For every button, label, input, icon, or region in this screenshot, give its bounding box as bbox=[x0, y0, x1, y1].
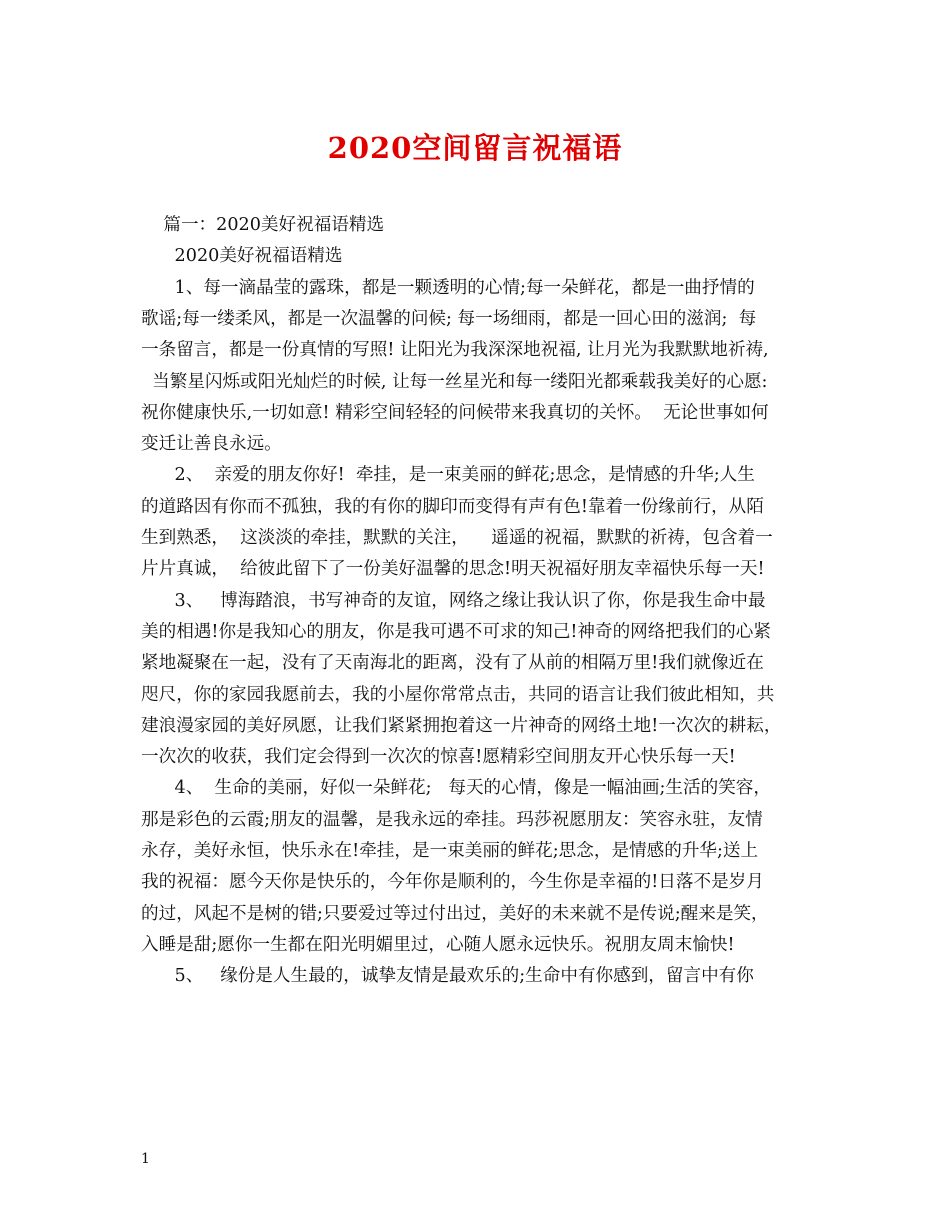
text-line: 建浪漫家园的美好夙愿，让我们紧紧拥抱着这一片神奇的网络土地!一次次的耕耘， bbox=[141, 715, 782, 736]
text-line: 一次次的收获，我们定会得到一次次的惊喜!愿精彩空间朋友开心快乐每一天! bbox=[141, 747, 736, 768]
text-line: 紧地凝聚在一起，没有了天南海北的距离，没有了从前的相隔万里!我们就像近在 bbox=[141, 653, 764, 674]
text-line: 一条留言，都是一份真情的写照! 让阳光为我深深地祝福, 让月光为我默默地祈祷, bbox=[141, 340, 769, 361]
text-line: 美的相遇!你是我知心的朋友，你是我可遇不可求的知己!神奇的网络把我们的心紧 bbox=[141, 621, 771, 642]
text-line: 4、 生命的美丽，好似一朵鲜花; 每天的心情，像是一幅油画;生活的笑容， bbox=[141, 778, 771, 799]
text-line: 咫尺，你的家园我愿前去，我的小屋你常常点击，共同的语言让我们彼此相知，共 bbox=[141, 684, 775, 705]
text-line: 永存，美好永恒，快乐永在!牵挂，是一束美丽的鲜花;思念，是情感的升华;送上 bbox=[141, 841, 759, 861]
text-line: 的过，风起不是树的错;只要爱过等过付出过，美好的未来就不是传说;醒来是笑， bbox=[141, 903, 769, 924]
text-line: 歌谣;每一缕柔风，都是一次温馨的问候; 每一场细雨，都是一回心田的滋润; 每 bbox=[141, 308, 757, 329]
text-line: 1、每一滴晶莹的露珠，都是一颗透明的心情;每一朵鲜花，都是一曲抒情的 bbox=[141, 277, 755, 298]
text-line: 3、 博海踏浪，书写神奇的友谊，网络之缘让我认识了你，你是我生命中最 bbox=[141, 590, 766, 611]
text-line: 片片真诚， 给彼此留下了一份美好温馨的思念!明天祝福好朋友幸福快乐每一天! bbox=[141, 559, 765, 580]
text-line: 2020美好祝福语精选 bbox=[141, 246, 343, 267]
text-line: 那是彩色的云霞;朋友的温馨，是我永远的牵挂。玛莎祝愿朋友：笑容永驻，友情 bbox=[141, 809, 763, 830]
document-title: 2020空间留言祝福语 bbox=[327, 131, 623, 165]
text-line: 2、 亲爱的朋友你好! 牵挂，是一束美丽的鲜花;思念，是情感的升华;人生 bbox=[141, 465, 755, 486]
text-line: 入睡是甜;愿你一生都在阳光明媚里过，心随人愿永远快乐。祝朋友周末愉快! bbox=[141, 934, 735, 955]
text-line: 当繁星闪烁或阳光灿烂的时候, 让每一丝星光和每一缕阳光都乘载我美好的心愿: bbox=[141, 371, 768, 392]
page-number: 1 bbox=[141, 1151, 150, 1167]
text-line: 的道路因有你而不孤独，我的有你的脚印而变得有声有色!靠着一份缘前行，从陌 bbox=[141, 496, 764, 517]
text-line: 我的祝福：愿今天你是快乐的，今年你是顺利的，今生你是幸福的!日落不是岁月 bbox=[141, 872, 764, 893]
text-line: 祝你健康快乐,一切如意! 精彩空间轻轻的问候带来我真切的关怀。 无论世事如何 bbox=[141, 402, 769, 423]
text-line: 篇一：2020美好祝福语精选 bbox=[141, 215, 385, 235]
text-line: 变迁让善良永远。 bbox=[141, 434, 282, 455]
text-line: 5、 缘份是人生最的，诚挚友情是最欢乐的;生命中有你感到，留言中有你 bbox=[141, 966, 754, 987]
text-line: 生到熟悉， 这淡淡的牵挂，默默的关注， 遥遥的祝福，默默的祈祷，包含着一 bbox=[141, 528, 773, 548]
